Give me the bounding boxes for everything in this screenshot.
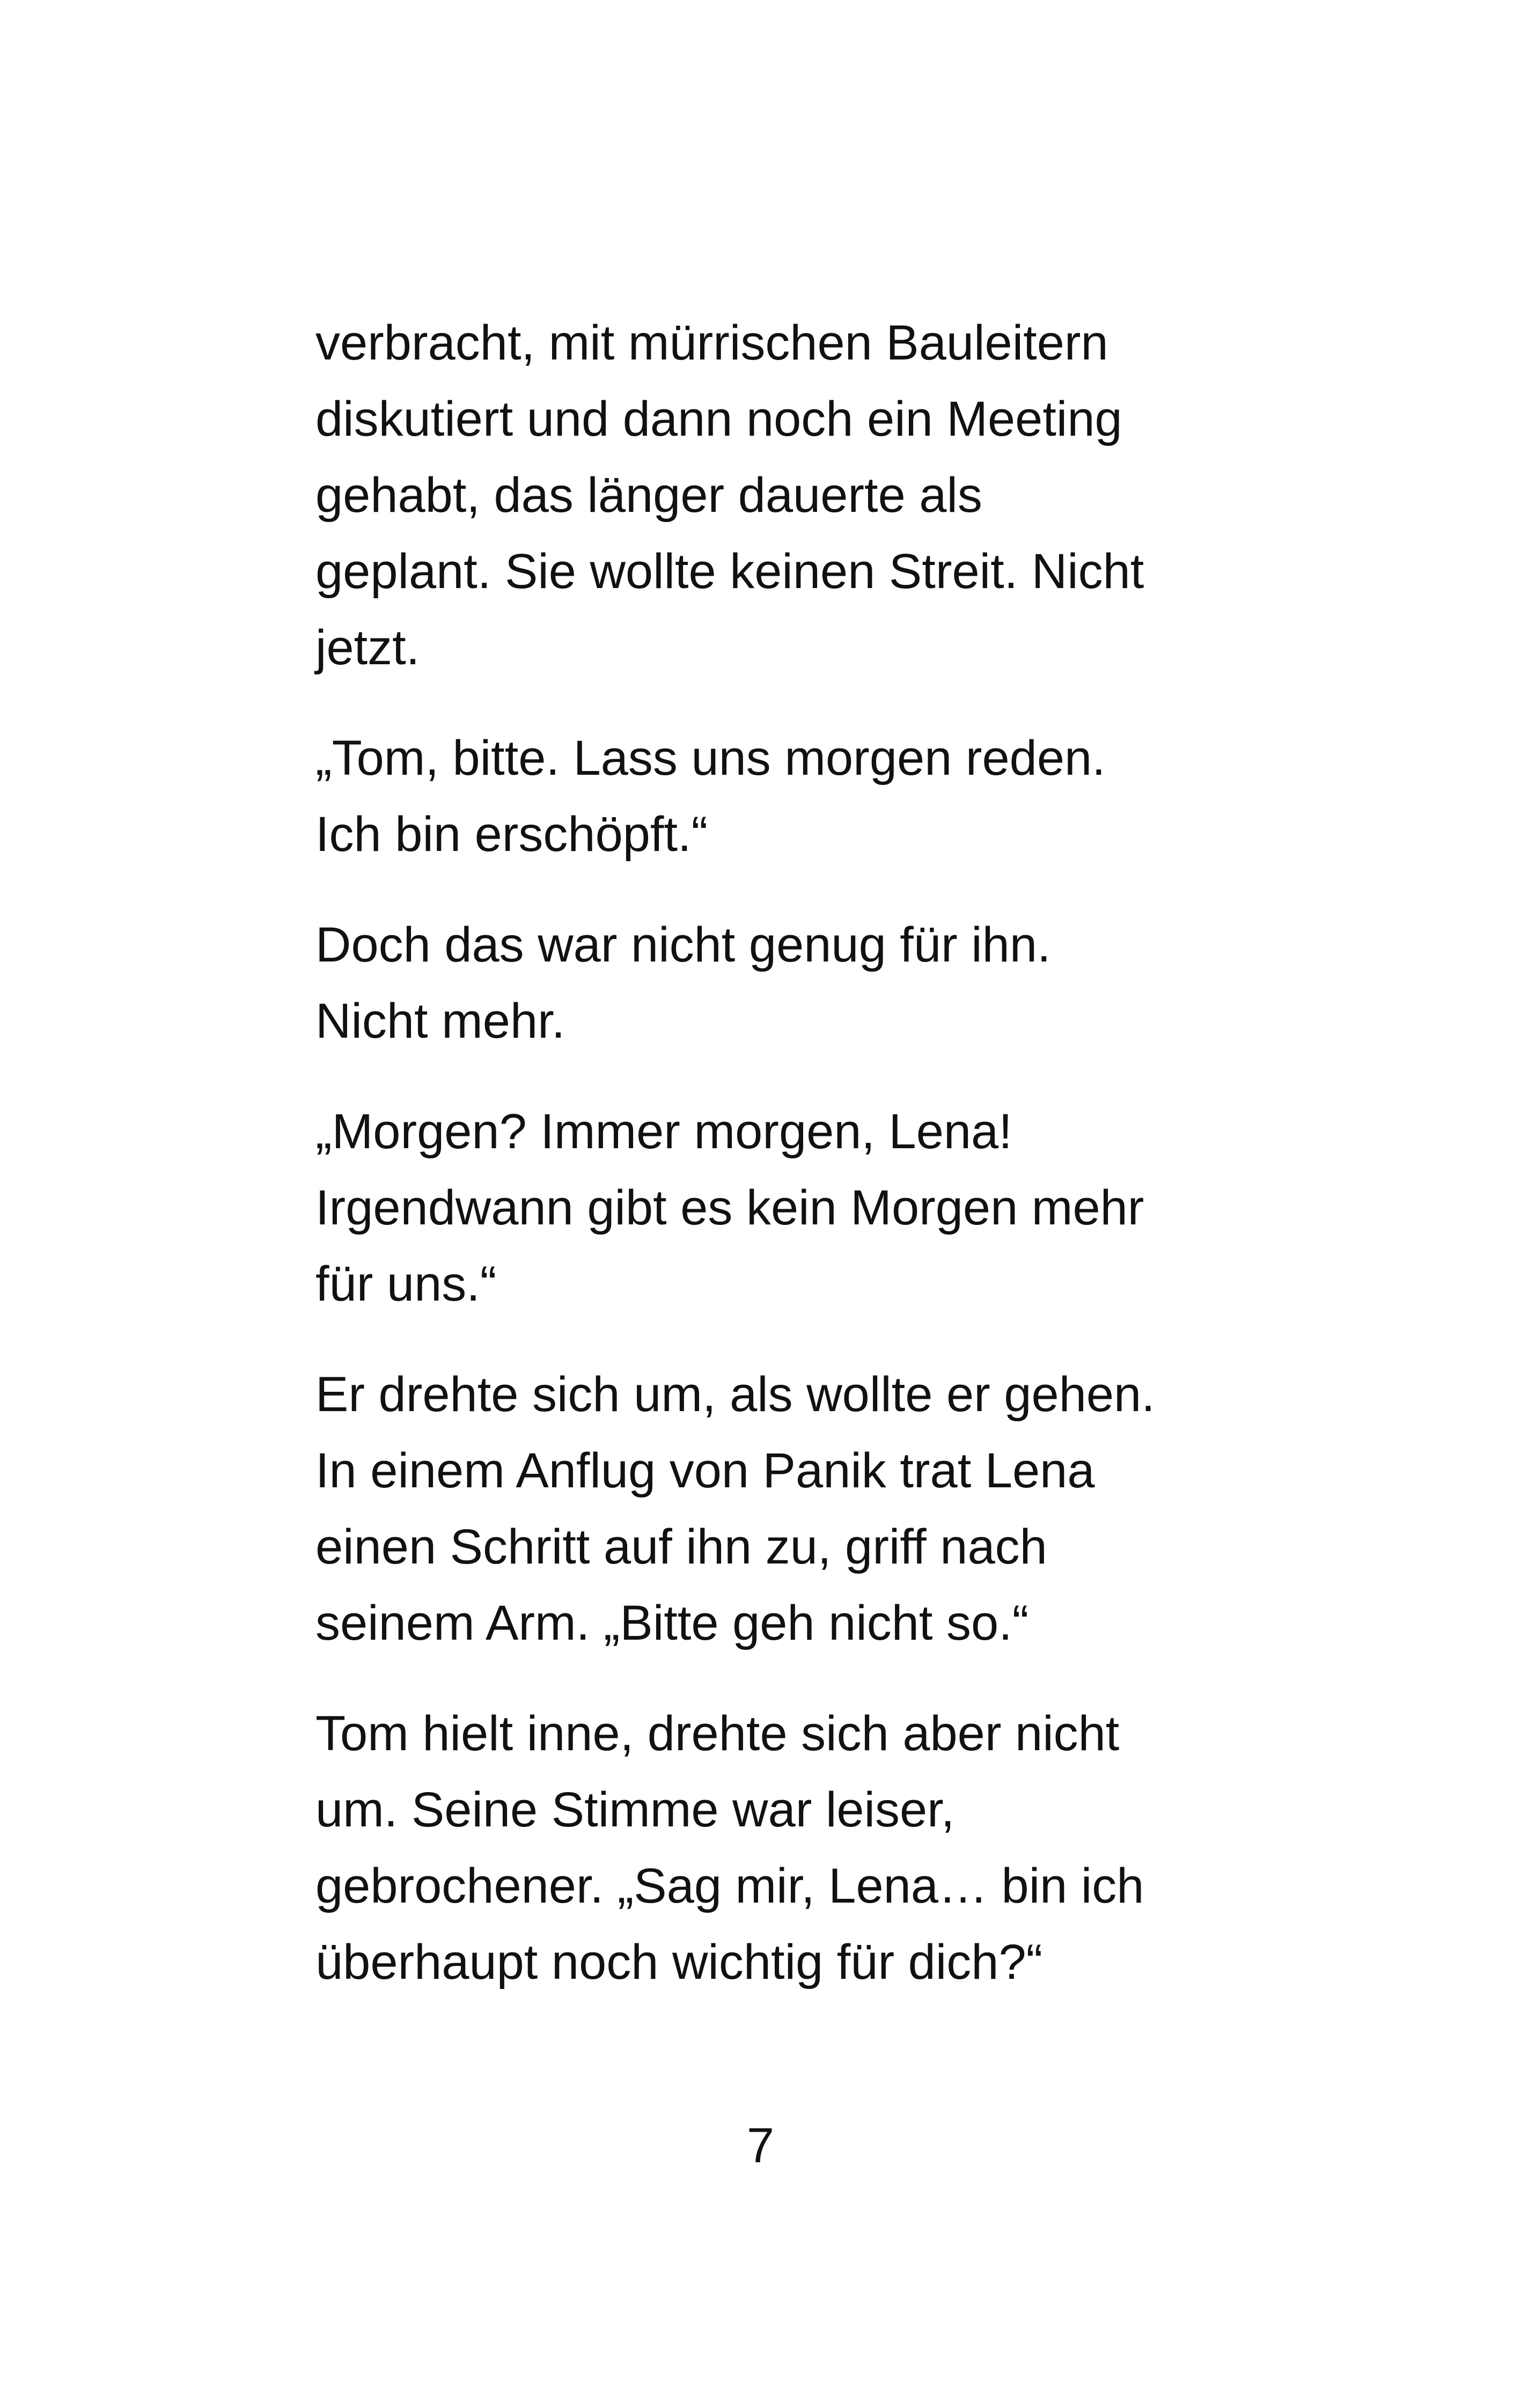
text-line: Er drehte sich um, als wollte er gehen.: [315, 1367, 1155, 1422]
text-line: Ich bin erschöpft.“: [315, 807, 708, 862]
text-line: seinem Arm. „Bitte geh nicht so.“: [315, 1596, 1029, 1650]
text-line: gehabt, das länger dauerte als: [315, 468, 982, 523]
text-line: „Tom, bitte. Lass uns morgen reden.: [315, 731, 1106, 785]
text-line: verbracht, mit mürrischen Bauleitern: [315, 315, 1108, 370]
text-line: „Morgen? Immer morgen, Lena!: [315, 1104, 1012, 1159]
text-line: diskutiert und dann noch ein Meeting: [315, 392, 1122, 446]
text-line: In einem Anflug von Panik trat Lena: [315, 1443, 1095, 1498]
paragraph: [315, 1093, 1217, 1322]
text-line: jetzt.: [315, 620, 420, 675]
paragraph: [315, 305, 1217, 686]
text-line: um. Seine Stimme war leiser,: [315, 1782, 955, 1837]
text-line: einen Schritt auf ihn zu, griff nach: [315, 1519, 1047, 1574]
text-line: Tom hielt inne, drehte sich aber nicht: [315, 1706, 1120, 1761]
paragraph: [315, 907, 1217, 1059]
text-line: Irgendwann gibt es kein Morgen mehr: [315, 1180, 1144, 1235]
body-text: [315, 305, 1217, 2035]
text-line: für uns.“: [315, 1257, 497, 1311]
paragraph: [315, 1695, 1217, 2000]
text-line: geplant. Sie wollte keinen Streit. Nicht: [315, 544, 1144, 599]
page-number: 7: [746, 2118, 775, 2173]
paragraph: [315, 1356, 1217, 1661]
text-line: Nicht mehr.: [315, 994, 565, 1048]
text-line: gebrochener. „Sag mir, Lena… bin ich: [315, 1859, 1144, 1913]
text-line: Doch das war nicht genug für ihn.: [315, 917, 1051, 972]
paragraph: [315, 720, 1217, 872]
text-line: überhaupt noch wichtig für dich?“: [315, 1935, 1043, 1989]
